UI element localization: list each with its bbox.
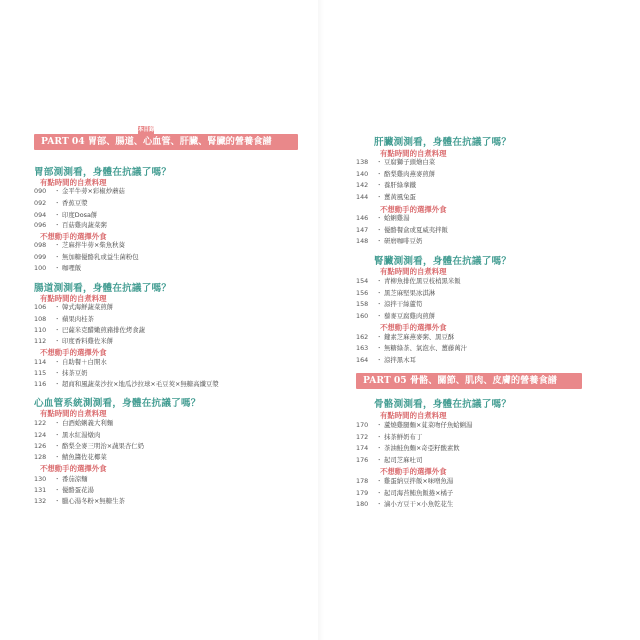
toc-entry[interactable]: 172 ・ 抹茶鮮奶布丁 [356, 433, 423, 441]
toc-entry[interactable]: 144 ・ 薑黃風兔蛋 [356, 193, 416, 201]
toc-entry[interactable]: 094 ・ 印度Dosa餅 [34, 211, 98, 219]
toc-entry[interactable]: 126 ・ 酪梨全麥三明治×蔬果杏仁奶 [34, 442, 145, 450]
toc-entry[interactable]: 092 ・ 香蕉豆漿 [34, 199, 88, 207]
subtitle-eat-out: 不想動手的選擇外食 [40, 232, 107, 241]
toc-entry[interactable]: 131 ・ 優酪蛋花湯 [34, 486, 94, 494]
toc-entry[interactable]: 090 ・ 金平牛蒡×彩椒炒蘑菇 [34, 187, 125, 195]
toc-entry[interactable]: 122 ・ 白酒蛤蜊義大利麵 [34, 419, 114, 427]
subtitle-eat-out: 不想動手的選擇外食 [380, 205, 447, 214]
subtitle-home-cooking: 有點時間的自煮料理 [40, 294, 107, 303]
toc-entry[interactable]: 132 ・ 臘心湯冬粉×無糖生茶 [34, 497, 125, 505]
toc-entry[interactable]: 174 ・ 茶油鮭魚麵×奇亞籽酸素飲 [356, 444, 460, 452]
toc-entry[interactable]: 170 ・ 蘆燒雞腿麵×莧菜吻仔魚蛤蜊湯 [356, 421, 473, 429]
subtitle-home-cooking: 有點時間的自煮料理 [40, 178, 107, 187]
toc-entry[interactable]: 128 ・ 鯖魚醬佐花椰菜 [34, 453, 107, 461]
toc-entry[interactable]: 124 ・ 黑水紅湯燉肉 [34, 431, 101, 439]
toc-entry[interactable]: 138 ・ 豆腐獅子頭燴白菜 [356, 158, 436, 166]
section-title-stomach: 胃部測測看，身體在抗議了嗎？ [34, 167, 172, 178]
subtitle-eat-out: 不想動手的選擇外食 [40, 348, 107, 357]
toc-entry[interactable]: 162 ・ 鍵素芝麻燕麥粥、黑豆酥 [356, 333, 455, 341]
toc-entry[interactable]: 140 ・ 酪梨雞肉燕麥煎餅 [356, 170, 436, 178]
toc-entry[interactable]: 179 ・ 起司海苔鮪魚飯捲×橘子 [356, 489, 454, 497]
part-05-banner [356, 373, 582, 389]
section-title-kidney: 腎臟測測看，身體在抗議了嗎？ [374, 256, 512, 267]
toc-entry[interactable]: 154 ・ 青柳魚排佐黑豆枝梢黑米飯 [356, 277, 461, 285]
toc-entry[interactable]: 108 ・ 蘋果肉桂茶 [34, 315, 94, 323]
subtitle-eat-out: 不想動手的選擇外食 [40, 464, 107, 473]
chapter-label: 本目錄 [138, 127, 155, 133]
toc-entry[interactable]: 115 ・ 抹茶豆奶 [34, 369, 88, 377]
toc-entry[interactable]: 100 ・ 咖哩飯 [34, 264, 82, 272]
toc-entry[interactable]: 110 ・ 巴薩米克醋嫩煎豬排佐烤食蔬 [34, 326, 146, 334]
subtitle-home-cooking: 有點時間的自煮料理 [380, 267, 447, 276]
toc-entry[interactable]: 158 ・ 涼拌干絲蘆筍 [356, 300, 423, 308]
toc-entry[interactable]: 112 ・ 印度香料雞佐米餅 [34, 337, 114, 345]
toc-entry[interactable]: 099 ・ 無加糖優酪乳或益生菌粉包 [34, 253, 139, 261]
part-04-title: PART 04 胃部、腸道、心血管、肝臟、腎臟的營養食譜 [41, 136, 272, 147]
toc-entry[interactable]: 180 ・ 滷小方豆干×小魚乾花生 [356, 500, 454, 508]
subtitle-home-cooking: 有點時間的自煮料理 [380, 411, 447, 420]
toc-entry[interactable]: 156 ・ 黑芝麻堅果冰淇淋 [356, 289, 436, 297]
toc-entry[interactable]: 148 ・ 研磨咖啡豆奶 [356, 237, 423, 245]
part-05-title: PART 05 骨骼、關節、肌肉、皮膚的營養食譜 [363, 375, 557, 386]
toc-entry[interactable]: 106 ・ 韓式海鮮蔬菜煎餅 [34, 303, 114, 311]
section-title-bone: 骨骼測測看，身體在抗議了嗎？ [374, 399, 512, 410]
toc-entry[interactable]: 160 ・ 藜麥豆腐雞肉煎餅 [356, 312, 436, 320]
toc-entry[interactable]: 163 ・ 無糖綠茶、氣泡水、薑藤萬汁 [356, 344, 468, 352]
toc-entry[interactable]: 178 ・ 雞蛋納豆拌飯×味噌魚湯 [356, 477, 454, 485]
subtitle-eat-out: 不想動手的選擇外食 [380, 323, 447, 332]
section-title-intestine: 腸道測測看，身體在抗議了嗎？ [34, 283, 172, 294]
toc-entry[interactable]: 147 ・ 優酪餐盒或夏威夷拌飯 [356, 226, 448, 234]
page-gutter [318, 0, 324, 640]
subtitle-home-cooking: 有點時間的自煮料理 [380, 149, 447, 158]
toc-entry[interactable]: 096 ・ 百菇雞肉蔬菜粥 [34, 221, 107, 229]
section-title-liver: 肝臟測測看，身體在抗議了嗎？ [374, 137, 512, 148]
part-04-banner [34, 127, 298, 150]
section-title-cardiovascular: 心血管系統測測看，身體在抗議了嗎？ [34, 398, 201, 409]
toc-entry[interactable]: 146 ・ 蛤蜊雞湯 [356, 214, 410, 222]
toc-entry[interactable]: 176 ・ 起司芝麻吐司 [356, 456, 423, 464]
toc-entry[interactable]: 164 ・ 涼拌黑木耳 [356, 356, 416, 364]
subtitle-eat-out: 不想動手的選擇外食 [380, 467, 447, 476]
toc-entry[interactable]: 116 ・ 超商和風蔬菜沙拉×地瓜沙拉球×毛豆莢×無糖高纖豆漿 [34, 380, 219, 388]
toc-entry[interactable]: 098 ・ 芝麻拌牛蒡×柴魚秋葵 [34, 241, 125, 249]
toc-entry[interactable]: 142 ・ 養肝綠拿鐵 [356, 181, 416, 189]
toc-entry[interactable]: 114 ・ 自助餐＋白開水 [34, 358, 107, 366]
subtitle-home-cooking: 有點時間的自煮料理 [40, 409, 107, 418]
toc-entry[interactable]: 130 ・ 番茄涼麵 [34, 475, 88, 483]
